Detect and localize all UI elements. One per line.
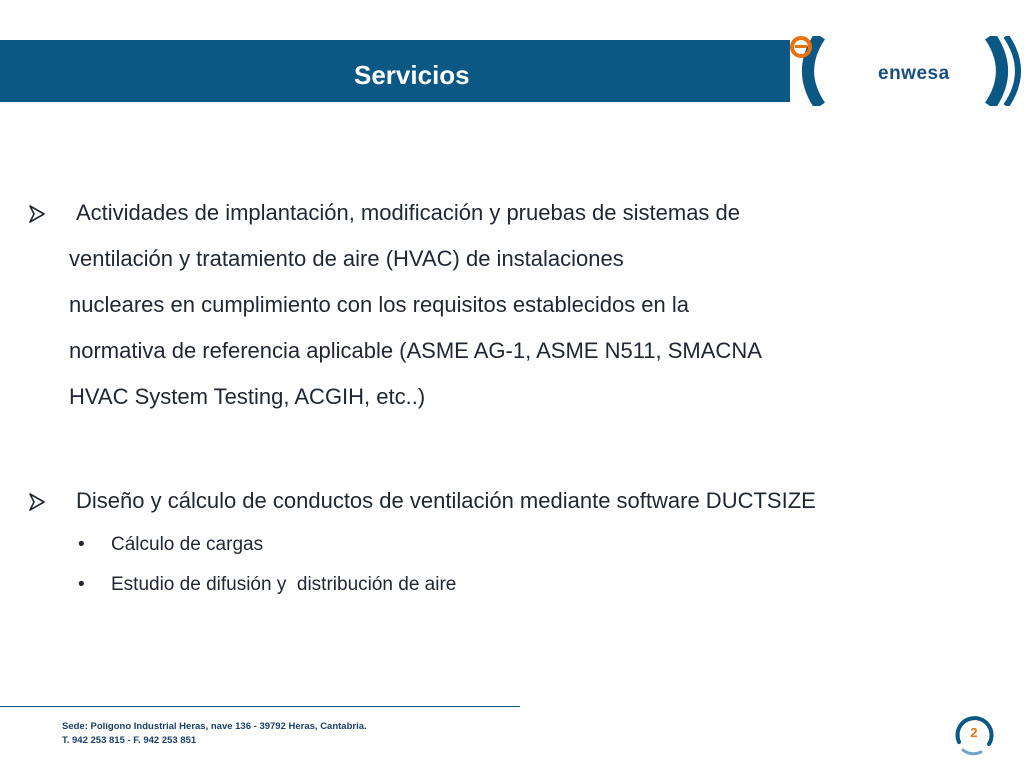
sub-item: [78, 573, 456, 597]
footer-divider: [0, 706, 520, 707]
arrow-bullet-icon: [27, 204, 47, 224]
bullet-line: HVAC System Testing, ACGIH, etc..): [69, 384, 426, 409]
sub-item-label: Estudio de difusión y distribución de aire: [111, 574, 457, 595]
page-number: 2: [970, 725, 978, 740]
bullet-line: ventilación y tratamiento de aire (HVAC) de instalaciones: [69, 246, 624, 271]
bullet-item-ductsize: [69, 478, 969, 524]
footer-phones: T. 942 253 815 - F. 942 253 851: [62, 735, 197, 746]
bullet-item-hvac: [69, 190, 969, 420]
bullet-line: normativa de referencia aplicable (ASME AG-1, ASME N511, SMACNA: [69, 338, 762, 363]
footer-address: Sede: Polígono Industrial Heras, nave 136 - 39792 Heras, Cantabria.: [62, 721, 367, 732]
bullet-line: Diseño y cálculo de conductos de ventilación mediante software DUCTSIZE: [76, 488, 816, 513]
dot-bullet-icon: •: [78, 534, 85, 555]
slide-title: Servicios: [354, 60, 470, 90]
sub-item: [78, 533, 263, 557]
arrow-bullet-icon: [27, 492, 47, 512]
dot-bullet-icon: •: [78, 574, 85, 595]
bullet-line: nucleares en cumplimiento con los requisitos establecidos en la: [69, 292, 690, 317]
bullet-line: Actividades de implantación, modificación y pruebas de sistemas de: [76, 200, 741, 225]
logo-text: enwesa: [878, 63, 950, 84]
sub-item-label: Cálculo de cargas: [111, 534, 264, 555]
footer-contact: [62, 720, 367, 748]
